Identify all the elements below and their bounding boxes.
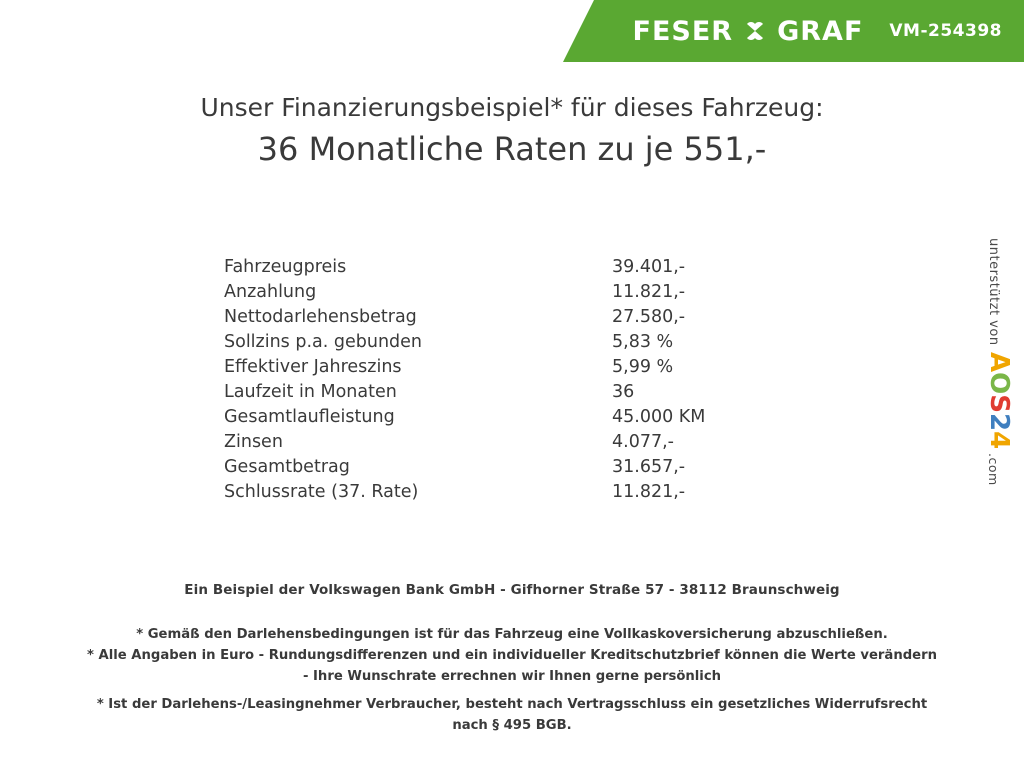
- clover-icon: [743, 19, 767, 43]
- detail-label: Laufzeit in Monaten: [224, 382, 397, 402]
- detail-value: 11.821,-: [612, 482, 686, 502]
- financing-details-table: [224, 255, 744, 505]
- detail-value: 11.821,-: [612, 282, 686, 302]
- aos24-letter-3: S: [984, 393, 1014, 413]
- detail-label: Schlussrate (37. Rate): [224, 482, 419, 502]
- footer-note-1: * Gemäß den Darlehensbedingungen ist für das Fahrzeug eine Vollkaskoversicherung abzuschließen.: [136, 627, 888, 642]
- detail-value: 31.657,-: [612, 457, 686, 477]
- detail-value: 36: [612, 382, 635, 402]
- footer-notes: [0, 624, 1024, 736]
- aos24-letter-4: 2: [984, 412, 1014, 431]
- table-row: [224, 255, 744, 280]
- detail-label: Effektiver Jahreszins: [224, 357, 402, 377]
- sponsor-strip: [986, 238, 1014, 485]
- sponsor-domain: .com: [986, 452, 1001, 486]
- aos24-letter-1: A: [984, 351, 1014, 372]
- vehicle-code: VM-254398: [889, 21, 1002, 41]
- detail-value: 27.580,-: [612, 307, 686, 327]
- detail-label: Gesamtlaufleistung: [224, 407, 395, 427]
- title-line-1: Unser Finanzierungsbeispiel* für dieses Fahrzeug:: [200, 93, 824, 122]
- brand-name-left: FESER: [632, 15, 734, 47]
- page-title: [0, 92, 1024, 169]
- detail-label: Gesamtbetrag: [224, 457, 350, 477]
- footer-spacer: [0, 687, 1024, 694]
- detail-label: Nettodarlehensbetrag: [224, 307, 417, 327]
- footer-bank-line: Ein Beispiel der Volkswagen Bank GmbH - Gifhorner Straße 57 - 38112 Braunschweig: [184, 582, 840, 598]
- title-line-2: 36 Monatliche Raten zu je 551,-: [257, 130, 767, 169]
- detail-value: 45.000 KM: [612, 407, 706, 427]
- detail-label: Zinsen: [224, 432, 283, 452]
- detail-value: 5,83 %: [612, 332, 674, 352]
- table-row: [224, 380, 744, 405]
- table-row: [224, 330, 744, 355]
- header-banner: [594, 0, 1024, 62]
- footer-note-3: - Ihre Wunschrate errechnen wir Ihnen gerne persönlich: [302, 669, 722, 684]
- aos24-letter-5: 4: [984, 430, 1014, 449]
- footer-note-2: * Alle Angaben in Euro - Rundungsdifferenzen und ein individueller Kreditschutzbrief können die Werte verändern: [87, 648, 937, 663]
- footer-note-4: * Ist der Darlehens-/Leasingnehmer Verbraucher, besteht nach Vertragsschluss ein gesetzliches Widerrufsrecht: [96, 697, 928, 712]
- brand-name-right: GRAF: [777, 15, 864, 47]
- footer: [0, 582, 1024, 736]
- footer-note-5: nach § 495 BGB.: [452, 718, 572, 733]
- detail-label: Anzahlung: [224, 282, 317, 302]
- detail-value: 39.401,-: [612, 257, 686, 277]
- detail-value: 5,99 %: [612, 357, 674, 377]
- table-row: [224, 355, 744, 380]
- table-row: [224, 305, 744, 330]
- detail-value: 4.077,-: [612, 432, 674, 452]
- brand-logo: [632, 15, 1002, 47]
- aos24-letter-2: O: [984, 371, 1014, 394]
- table-row: [224, 405, 744, 430]
- table-row: [224, 280, 744, 305]
- table-row: [224, 480, 744, 505]
- table-row: [224, 455, 744, 480]
- sponsor-supported-by-label: unterstützt von: [986, 238, 1001, 346]
- aos24-logo: [986, 352, 1012, 449]
- table-row: [224, 430, 744, 455]
- detail-label: Sollzins p.a. gebunden: [224, 332, 423, 352]
- detail-label: Fahrzeugpreis: [224, 257, 347, 277]
